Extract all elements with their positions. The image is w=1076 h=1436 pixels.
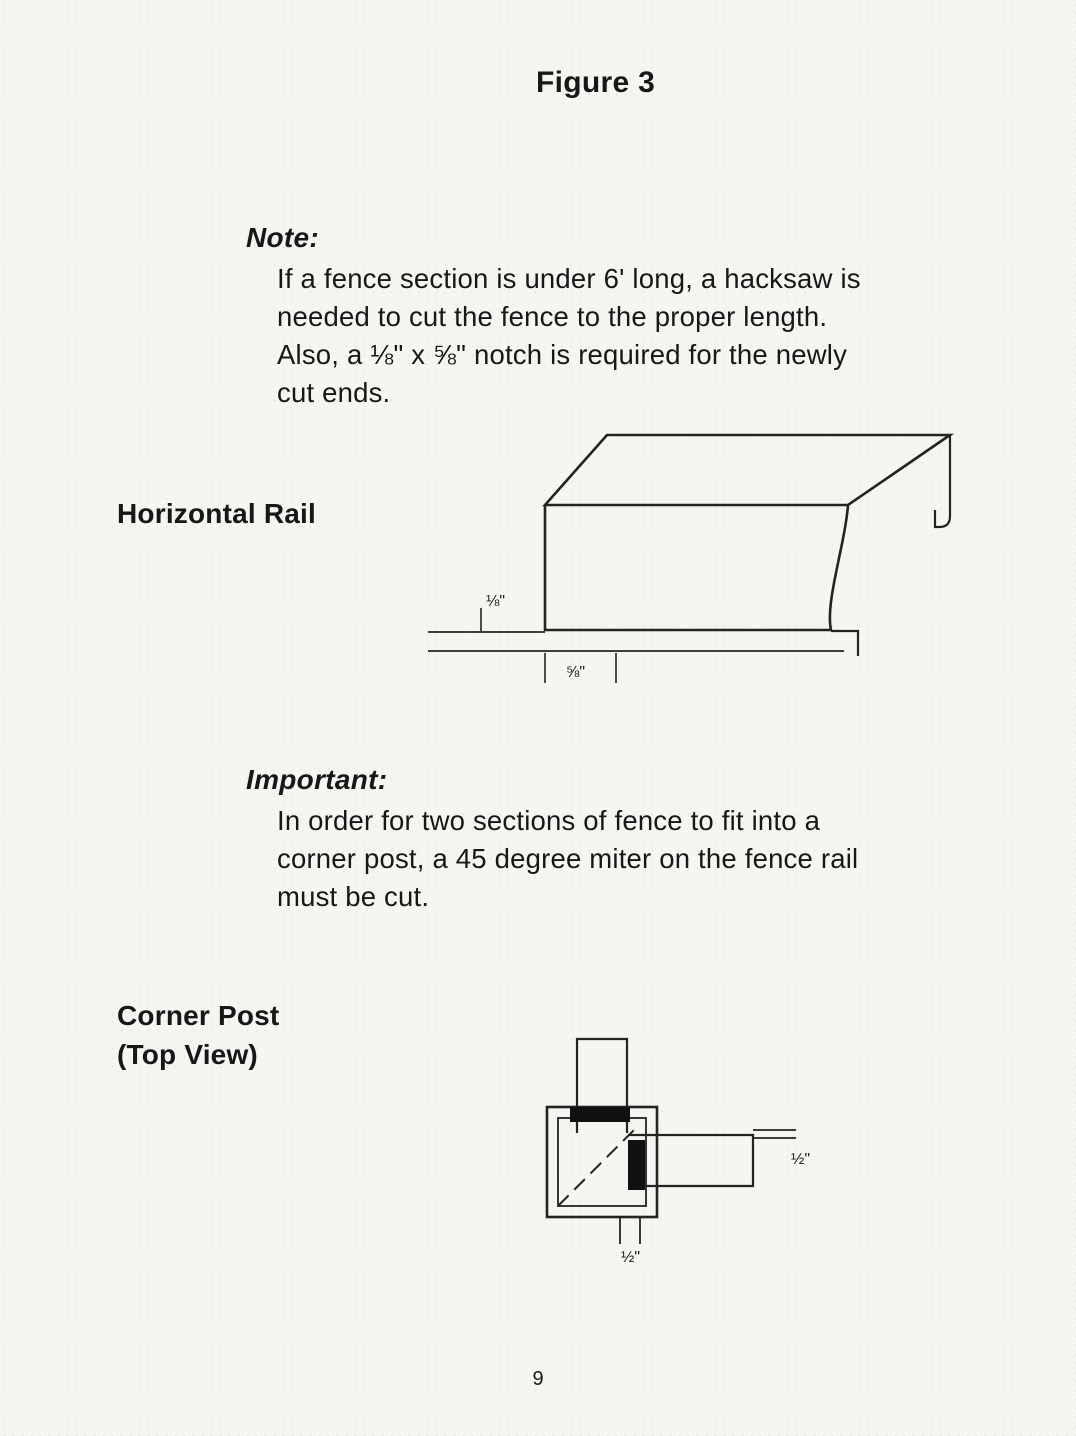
important-line: corner post, a 45 degree miter on the fence rail	[277, 843, 859, 874]
corner-post-label-line2: (Top View)	[117, 1039, 258, 1070]
miter-fill-top	[570, 1107, 630, 1122]
note-line: Also, a ⅛" x ⅝" notch is required for the newly	[277, 339, 848, 370]
corner-post-label-line1: Corner Post	[117, 1000, 280, 1031]
horizontal-rail-label: Horizontal Rail	[117, 498, 317, 529]
rail-front-curve	[830, 505, 848, 630]
corner-post-diagram	[500, 1030, 840, 1280]
rail-edge-hook	[935, 435, 950, 527]
important-body	[277, 802, 977, 916]
corner-post-label	[117, 996, 279, 1074]
miter-line	[558, 1126, 638, 1206]
miter-fill-right	[628, 1140, 645, 1190]
note-heading: Note:	[246, 222, 320, 253]
note-line: If a fence section is under 6' long, a hacksaw is	[277, 263, 861, 294]
rail-notch-step	[831, 631, 858, 656]
figure-title: Figure 3	[536, 66, 656, 99]
rail-notch-depth-dimension: ⅛"	[486, 593, 506, 610]
horizontal-rail-diagram	[420, 420, 980, 695]
important-line: In order for two sections of fence to fit into a	[277, 805, 821, 836]
rail-top-face	[545, 435, 950, 505]
corner-dim-bottom: ½"	[621, 1249, 641, 1266]
note-body	[277, 260, 977, 412]
important-line: must be cut.	[277, 881, 430, 912]
note-line: cut ends.	[277, 377, 391, 408]
rail-front-face	[545, 505, 831, 630]
page-number: 9	[532, 1368, 544, 1390]
rail-notch-length-dimension: ⅝"	[566, 664, 586, 681]
important-heading: Important:	[246, 764, 388, 795]
corner-dim-right: ½"	[791, 1151, 811, 1168]
note-line: needed to cut the fence to the proper length.	[277, 301, 828, 332]
